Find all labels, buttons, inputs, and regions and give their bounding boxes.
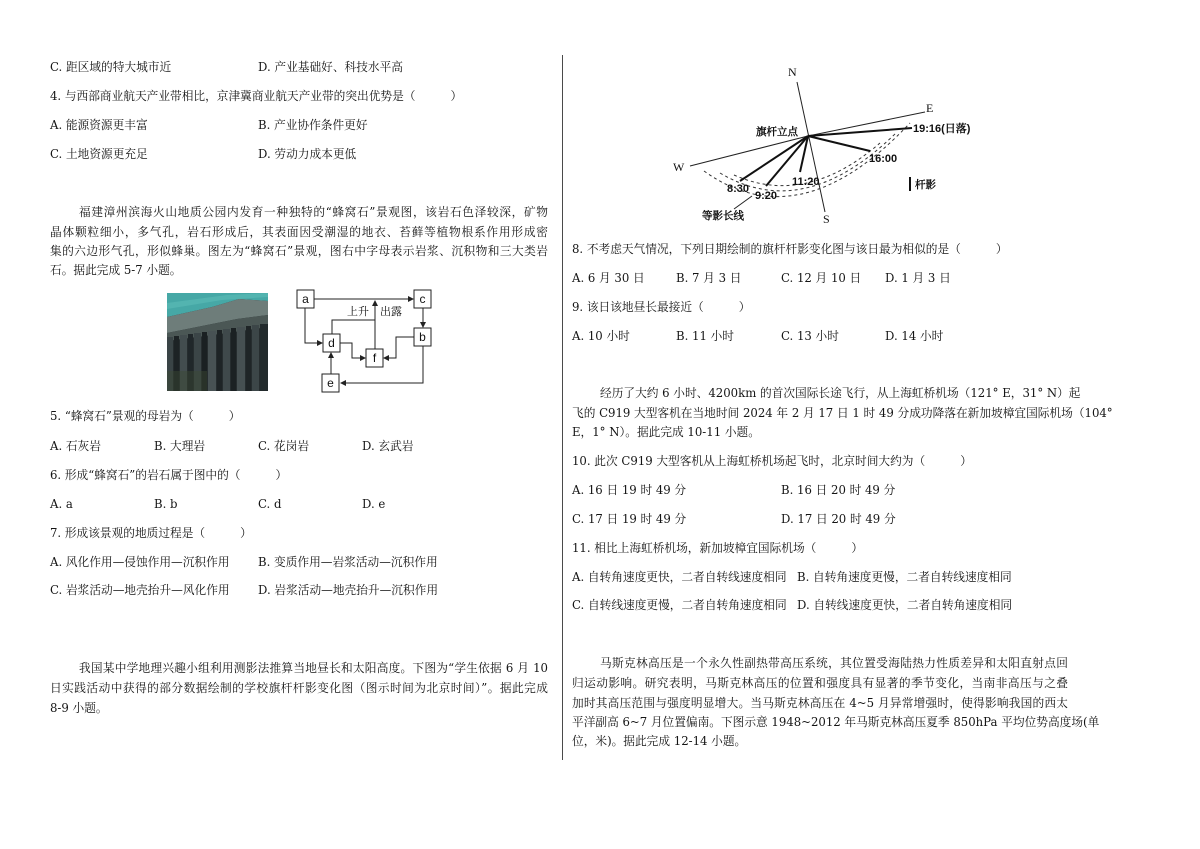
q8-option-c: C. 12 月 10 日 [781, 271, 862, 285]
q10-option-d: D. 17 日 20 时 49 分 [781, 512, 896, 526]
passage-mascarene-line: 平洋副高 6~7 月位置偏南。下图示意 1948~2012 年马斯克林高压夏季 850hPa 平均位势高度场(单 [572, 715, 1100, 729]
rock-cycle-arrow-d-f [340, 343, 365, 358]
time-label-1600: 16:00 [869, 153, 898, 165]
q9-stem: 9. 该日该地昼长最接近（ ） [572, 300, 751, 314]
direction-east: E [926, 101, 934, 115]
time-label-1916: 19:16(日落) [913, 123, 971, 135]
q7-option-a: A. 风化作用—侵蚀作用—沉积作用 [50, 555, 230, 569]
rock-cycle-letter-e: e [327, 376, 334, 390]
contour-label: 等影长线 [702, 210, 744, 222]
q6-option-c: C. d [258, 497, 282, 511]
rock-cycle-letter-a: a [302, 292, 309, 306]
q9-option-d: D. 14 小时 [885, 329, 944, 343]
q8-option-a: A. 6 月 30 日 [572, 271, 645, 285]
q8-option-d: D. 1 月 3 日 [885, 271, 951, 285]
time-label-0830: 8:30 [727, 183, 750, 195]
q8-option-b: B. 7 月 3 日 [676, 271, 742, 285]
q5-stem: 5. “蜂窝石”景观的母岩为（ ） [50, 409, 241, 423]
flagpole-point-label: 旗杆立点 [756, 126, 798, 138]
column-divider [562, 55, 563, 760]
q5-option-b: B. 大理岩 [154, 439, 206, 453]
passage-honeycomb-line: 晶体颗粒细小，多气孔，岩石形成后，其表面因受潮湿的地衣、苔藓等植物根系作用形成密 [50, 225, 548, 239]
time-label-0920: 9:20 [755, 190, 778, 202]
q6-stem: 6. 形成“蜂窝石”的岩石属于图中的（ ） [50, 468, 288, 482]
q10-option-c: C. 17 日 19 时 49 分 [572, 512, 687, 526]
q5-option-a: A. 石灰岩 [50, 439, 101, 453]
passage-flight-line: 经历了大约 6 小时、4200km 的首次国际长途飞行，从上海虹桥机场（121° E，31° N）起 [600, 386, 1081, 400]
passage-mascarene-line: 马斯克林高压是一个永久性副热带高压系统，其位置受海陆热力性质差异和太阳直射点回 [600, 656, 1068, 670]
q7-option-d: D. 岩浆活动—地壳抬升—沉积作用 [258, 583, 439, 597]
passage-flight-line: 飞的 C919 大型客机在当地时间 2024 年 2 月 17 日 1 时 49 分成功降落在新加坡樟宜国际机场（104° [572, 406, 1113, 420]
q6-option-a: A. a [50, 497, 73, 511]
q3-option-d: D. 产业基础好、科技水平高 [258, 60, 403, 74]
passage-mascarene-line: 加时其高压范围与强度明显增大。当马斯克林高压在 4~5 月异常增强时，使得影响我国的西太 [572, 696, 1068, 710]
direction-north: N [788, 65, 797, 79]
shadow-legend-label: 杆影 [915, 179, 936, 191]
rock-cycle-letter-d: d [328, 336, 335, 350]
q4-option-c: C. 土地资源更充足 [50, 147, 148, 161]
passage-flagpole-line: 我国某中学地理兴趣小组利用测影法推算当地昼长和太阳高度。下图为“学生依据 6 月 10 [79, 661, 548, 675]
shadow-ray-1916 [808, 128, 912, 136]
contour-leader-line [734, 196, 752, 209]
shadow-ray-1600 [808, 136, 870, 151]
q11-stem: 11. 相比上海虹桥机场，新加坡樟宜国际机场（ ） [572, 541, 864, 555]
passage-mascarene-line: 归运动影响。研究表明，马斯克林高压的位置和强度具有显著的季节变化，当南非高压与之叠 [572, 676, 1068, 690]
q7-option-b: B. 变质作用—岩浆活动—沉积作用 [258, 555, 438, 569]
q11-option-d: D. 自转线速度更快，二者自转角速度相同 [797, 598, 1013, 612]
q3-option-c: C. 距区域的特大城市近 [50, 60, 172, 74]
rock-cycle-letter-f: f [372, 351, 377, 365]
passage-flight-line: E，1° N）。据此完成 10-11 小题。 [572, 425, 760, 439]
q4-option-a: A. 能源资源更丰富 [50, 118, 148, 132]
passage-mascarene-line: 位，米)。据此完成 12-14 小题。 [572, 734, 747, 748]
q11-option-a: A. 自转角速度更快，二者自转线速度相同 [572, 570, 787, 584]
q5-option-c: C. 花岗岩 [258, 439, 310, 453]
rock-cycle-label-exposure: 出露 [380, 305, 402, 318]
q9-option-c: C. 13 小时 [781, 329, 839, 343]
rock-cycle-arrow-b-f [384, 337, 414, 358]
direction-west: W [673, 160, 685, 174]
q10-option-b: B. 16 日 20 时 49 分 [781, 483, 896, 497]
q9-option-b: B. 11 小时 [676, 329, 734, 343]
rock-cycle-letter-c: c [419, 292, 426, 306]
passage-flagpole-line: 日实践活动中获得的部分数据绘制的学校旗杆杆影变化图（图示时间为北京时间）”。据此完成 [50, 681, 548, 695]
q11-option-b: B. 自转角速度更慢，二者自转线速度相同 [797, 570, 1012, 584]
time-label-1120: 11:20 [792, 176, 820, 188]
honeycomb-rock-photo [167, 293, 268, 391]
q9-option-a: A. 10 小时 [572, 329, 630, 343]
q11-option-c: C. 自转线速度更慢，二者自转角速度相同 [572, 598, 787, 612]
flagpole-shadow-diagram [660, 55, 990, 235]
q6-option-b: B. b [154, 497, 178, 511]
q7-option-c: C. 岩浆活动—地壳抬升—风化作用 [50, 583, 230, 597]
passage-honeycomb-line: 福建漳州滨海火山地质公园内发育一种独特的“蜂窝石”景观图，该岩石色泽较深，矿物 [79, 205, 548, 219]
q7-stem: 7. 形成该景观的地质过程是（ ） [50, 526, 252, 540]
rock-cycle-arrow-a-d [305, 308, 322, 343]
rock-cycle-label-rise: 上升 [347, 305, 369, 318]
passage-honeycomb-line: 集的六边形气孔，形似蜂巢。图左为“蜂窝石”景观，图右中字母表示岩浆、沉积物和三大类岩 [50, 244, 548, 258]
shadow-ray-0830 [740, 136, 808, 181]
rock-cycle-diagram [292, 284, 440, 396]
passage-flagpole-line: 8-9 小题。 [50, 701, 108, 715]
q8-stem: 8. 不考虑天气情况，下列日期绘制的旗杆杆影变化图与该日最为相似的是（ ） [572, 242, 1008, 256]
direction-south: S [823, 212, 830, 226]
rock-cycle-letter-b: b [419, 330, 426, 344]
passage-honeycomb-line: 石。据此完成 5-7 小题。 [50, 263, 182, 277]
q4-stem: 4. 与西部商业航天产业带相比，京津冀商业航天产业带的突出优势是（ ） [50, 89, 463, 103]
north-south-line [797, 82, 825, 212]
q5-option-d: D. 玄武岩 [362, 439, 414, 453]
q10-option-a: A. 16 日 19 时 49 分 [572, 483, 687, 497]
rock-cycle-link-d-up [332, 320, 375, 334]
q10-stem: 10. 此次 C919 大型客机从上海虹桥机场起飞时，北京时间大约为（ ） [572, 454, 972, 468]
q4-option-b: B. 产业协作条件更好 [258, 118, 368, 132]
q4-option-d: D. 劳动力成本更低 [258, 147, 357, 161]
q6-option-d: D. e [362, 497, 386, 511]
